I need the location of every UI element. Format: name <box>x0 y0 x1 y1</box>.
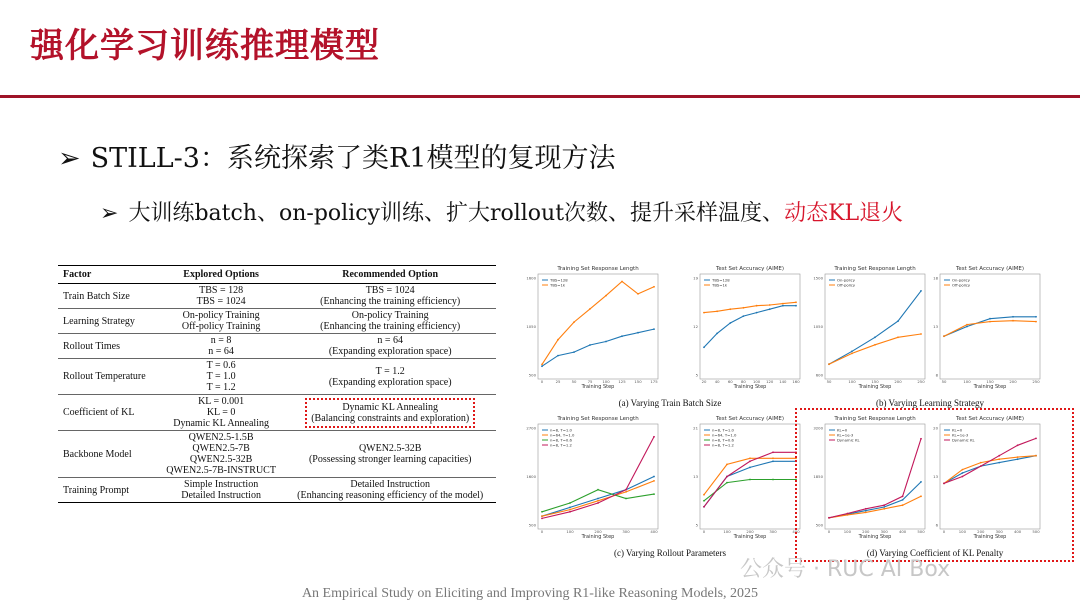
y-tick-label: 1050 <box>813 324 823 329</box>
options-cell <box>158 359 285 395</box>
factor-table <box>58 265 496 503</box>
plot-frame <box>940 274 1040 379</box>
options-cell <box>158 478 285 503</box>
plot-xlabel: Training Step <box>581 534 615 540</box>
recommendation-line: (Possessing stronger learning capacities) <box>308 454 472 465</box>
plot-title: Test Set Accuracy (AIME) <box>955 416 1025 422</box>
data-point <box>541 518 543 520</box>
data-point <box>795 305 797 307</box>
legend-label: Off-policy <box>837 282 856 288</box>
recommendation-line: Dynamic KL Annealing <box>342 401 439 413</box>
options-cell <box>158 431 285 478</box>
caption-d: (d) Varying Coefficient of KL Penalty <box>866 548 1004 558</box>
data-point <box>653 476 655 478</box>
data-point <box>621 281 623 283</box>
data-point <box>621 335 623 337</box>
data-point <box>772 460 774 462</box>
x-tick-label: 25 <box>555 379 561 384</box>
x-tick-label: 60 <box>727 379 733 384</box>
factor-cell: Coefficient of KL <box>58 395 158 431</box>
data-point <box>569 507 571 509</box>
data-point <box>541 365 543 367</box>
legend-label: TBS=128 <box>550 277 568 283</box>
option-line: QWEN2.5-1.5B <box>188 432 254 443</box>
data-point <box>573 351 575 353</box>
legend-label: KL=0 <box>837 427 848 433</box>
recommended-cell <box>284 309 496 334</box>
data-point <box>541 515 543 517</box>
recommendation-line: (Expanding exploration space) <box>328 346 452 357</box>
data-point <box>769 304 771 306</box>
y-tick-label: 20 <box>933 425 938 431</box>
option-line: TBS = 128 <box>199 285 244 296</box>
x-tick-label: 100 <box>752 379 761 384</box>
x-tick-label: 100 <box>843 529 852 534</box>
data-point <box>726 482 728 484</box>
data-point <box>782 303 784 305</box>
data-point <box>943 335 945 337</box>
option-line: QWEN2.5-7B-INSTRUCT <box>166 465 276 476</box>
data-point <box>920 290 922 292</box>
series-line <box>704 480 796 501</box>
data-point <box>989 321 991 323</box>
data-point <box>920 333 922 335</box>
plot-xlabel: Training Step <box>858 384 892 390</box>
data-point <box>874 344 876 346</box>
data-point <box>729 322 731 324</box>
y-tick-label: 1600 <box>526 474 536 479</box>
plot-xlabel: Training Step <box>858 534 892 540</box>
plot-xlabel: Training Step <box>733 384 767 390</box>
legend-label: n=8, T=1.0 <box>550 427 572 433</box>
data-point <box>625 489 627 491</box>
data-point <box>749 479 751 481</box>
series-line <box>944 321 1036 337</box>
data-point <box>1012 320 1014 322</box>
legend-label: n=8, T=1.2 <box>712 442 734 448</box>
recommendation <box>286 443 494 465</box>
plot-xlabel: Training Step <box>581 384 615 390</box>
data-point <box>557 339 559 341</box>
series-line <box>542 329 654 366</box>
data-point <box>637 332 639 334</box>
recommendation-line: (Enhancing the training efficiency) <box>320 296 461 307</box>
data-point <box>625 498 627 500</box>
data-point <box>541 511 543 513</box>
recommendation <box>286 285 494 307</box>
recommendation-line: T = 1.2 <box>375 365 405 377</box>
y-tick-label: 8 <box>935 372 938 378</box>
x-tick-label: 400 <box>898 529 907 534</box>
data-point <box>756 312 758 314</box>
y-tick-label: 13 <box>933 474 938 479</box>
data-point <box>625 491 627 493</box>
legend-label: n=8, T=0.6 <box>712 437 734 443</box>
data-point <box>989 318 991 320</box>
plot-xlabel: Training Step <box>973 384 1007 390</box>
y-tick-label: 500 <box>815 522 823 528</box>
data-point <box>729 308 731 310</box>
y-tick-label: 500 <box>528 522 536 528</box>
table-row <box>58 309 496 334</box>
data-point <box>703 506 705 508</box>
bullet-level2 <box>100 196 903 227</box>
data-point <box>605 341 607 343</box>
x-tick-label: 400 <box>1013 529 1022 534</box>
data-point <box>769 308 771 310</box>
x-tick-label: 300 <box>622 529 630 534</box>
data-point <box>653 436 655 438</box>
data-point <box>749 460 751 462</box>
factor-cell: Rollout Temperature <box>58 359 158 395</box>
option-line: TBS = 1024 <box>196 296 246 307</box>
legend-label: TBS=1k <box>712 282 728 288</box>
recommendation-line: TBS = 1024 <box>365 285 415 296</box>
y-tick-label: 19 <box>693 275 698 281</box>
data-point <box>726 476 728 478</box>
plot-title: Test Set Accuracy (AIME) <box>955 266 1025 272</box>
factor-cell: Learning Strategy <box>58 309 158 334</box>
recommendation-line: (Expanding exploration space) <box>328 376 452 388</box>
x-tick-label: 200 <box>894 379 902 384</box>
plot-title: Training Set Response Length <box>557 416 639 422</box>
table-row <box>58 334 496 359</box>
factor-cell: Training Prompt <box>58 478 158 503</box>
x-tick-label: 50 <box>826 379 832 384</box>
recommended-cell <box>284 395 496 431</box>
slide-title: 强化学习训练推理模型 <box>30 26 380 66</box>
recommendation-line: (Balancing constraints and exploration) <box>311 412 470 424</box>
legend-label: TBS=128 <box>712 277 730 283</box>
data-point <box>605 295 607 297</box>
data-point <box>569 502 571 504</box>
bullet2-text: 大训练batch、on-policy训练、扩大rollout次数、提升采样温度、 <box>128 201 785 226</box>
data-point <box>589 308 591 310</box>
x-tick-label: 0 <box>702 529 706 534</box>
table-row <box>58 478 496 503</box>
data-point <box>851 353 853 355</box>
x-tick-label: 100 <box>723 529 731 534</box>
x-tick-label: 120 <box>766 379 774 384</box>
plot-frame <box>538 274 658 379</box>
y-tick-label: 1600 <box>526 275 536 281</box>
data-point <box>716 310 718 312</box>
legend-label: n=64, T=1.0 <box>712 432 737 438</box>
x-tick-label: 0 <box>540 379 544 384</box>
x-tick-label: 0 <box>540 529 544 534</box>
plot-frame <box>825 274 925 379</box>
data-point <box>743 307 745 309</box>
data-point <box>597 498 599 500</box>
data-point <box>569 511 571 513</box>
table-body <box>58 284 496 503</box>
y-tick-label: 500 <box>528 372 536 378</box>
data-point <box>966 324 968 326</box>
data-point <box>557 355 559 357</box>
legend-label: KL=1e-3 <box>837 432 854 438</box>
data-point <box>749 457 751 459</box>
y-tick-label: 5 <box>695 372 698 378</box>
bullet2-highlight: 动态KL退火 <box>784 201 904 226</box>
recommendation-line: QWEN2.5-32B <box>358 443 422 454</box>
arrow-bullet-icon: ➢ <box>58 143 81 174</box>
data-point <box>569 509 571 511</box>
x-tick-label: 500 <box>1032 529 1040 534</box>
y-tick-label: 6 <box>935 522 938 528</box>
legend-label: n=8, T=1.2 <box>550 442 572 448</box>
recommended-cell <box>284 478 496 503</box>
y-tick-label: 18 <box>933 275 938 281</box>
recommendation-line: n = 64 <box>377 335 404 346</box>
option-line: On-policy Training <box>182 310 260 321</box>
x-tick-label: 150 <box>634 379 642 384</box>
recommendation-line: Detailed Instruction <box>350 479 431 490</box>
legend-label: On-policy <box>837 277 855 283</box>
title-divider <box>0 95 1080 98</box>
series-line <box>829 291 921 364</box>
recommendation <box>286 479 494 501</box>
x-tick-label: 200 <box>1009 379 1017 384</box>
plot-title: Training Set Response Length <box>834 266 916 272</box>
data-point <box>703 500 705 502</box>
data-point <box>653 480 655 482</box>
data-point <box>726 464 728 466</box>
option-line: n = 8 <box>210 335 232 346</box>
option-line: QWEN2.5-32B <box>189 454 253 465</box>
plot-xlabel: Training Step <box>733 534 767 540</box>
x-tick-label: 140 <box>779 379 787 384</box>
x-tick-label: 400 <box>650 529 658 534</box>
data-point <box>828 363 830 365</box>
series-line <box>704 306 796 348</box>
x-tick-label: 200 <box>746 529 754 534</box>
x-tick-label: 300 <box>769 529 777 534</box>
x-tick-label: 150 <box>871 379 879 384</box>
caption-c: (c) Varying Rollout Parameters <box>613 548 727 558</box>
factor-cell: Train Batch Size <box>58 284 158 309</box>
x-tick-label: 160 <box>792 379 800 384</box>
option-line: T = 0.6 <box>206 360 236 371</box>
y-tick-label: 13 <box>933 324 938 329</box>
recommended-cell <box>284 359 496 395</box>
x-tick-label: 0 <box>942 529 946 534</box>
data-point <box>966 326 968 328</box>
option-line: Simple Instruction <box>184 479 259 490</box>
x-tick-label: 20 <box>701 379 707 384</box>
data-point <box>795 301 797 303</box>
y-tick-label: 13 <box>693 474 698 479</box>
data-point <box>573 321 575 323</box>
legend-label: Dynamic KL <box>837 437 860 443</box>
highlighted-recommendation <box>305 398 475 428</box>
legend-label: TBS=1k <box>550 282 566 288</box>
data-point <box>597 502 599 504</box>
x-tick-label: 400 <box>792 529 800 534</box>
watermark: 公众号 · RUC AI Box <box>740 557 951 582</box>
y-tick-label: 1050 <box>526 324 536 329</box>
x-tick-label: 50 <box>941 379 947 384</box>
x-tick-label: 150 <box>986 379 994 384</box>
data-point <box>597 500 599 502</box>
x-tick-label: 80 <box>741 379 746 384</box>
data-point <box>716 333 718 335</box>
y-tick-label: 600 <box>815 372 823 378</box>
option-line: T = 1.2 <box>206 382 236 393</box>
bullet-level1 <box>58 136 615 175</box>
x-tick-label: 250 <box>1032 379 1040 384</box>
table-row <box>58 284 496 309</box>
x-tick-label: 100 <box>566 529 574 534</box>
y-tick-label: 3200 <box>813 425 823 431</box>
data-point <box>782 305 784 307</box>
citation-footer: An Empirical Study on Eliciting and Improving R1-like Reasoning Models, 2025 <box>301 586 759 601</box>
data-point <box>851 350 853 352</box>
data-point <box>637 293 639 295</box>
recommendation <box>286 310 494 332</box>
x-tick-label: 300 <box>995 529 1003 534</box>
y-tick-label: 1500 <box>813 275 823 281</box>
x-tick-label: 175 <box>650 379 658 384</box>
data-point <box>756 305 758 307</box>
x-tick-label: 100 <box>958 529 967 534</box>
caption-b: (b) Varying Learning Strategy <box>875 398 985 408</box>
data-point <box>597 489 599 491</box>
data-point <box>653 493 655 495</box>
options-cell <box>158 309 285 334</box>
highlight-box <box>795 408 1074 562</box>
data-point <box>772 479 774 481</box>
data-point <box>897 320 899 322</box>
series-line <box>829 334 921 364</box>
legend-label: KL=1e-3 <box>952 432 969 438</box>
x-tick-label: 75 <box>587 379 593 384</box>
y-tick-label: 5 <box>695 522 698 528</box>
table-row <box>58 431 496 478</box>
factor-cell: Backbone Model <box>58 431 158 478</box>
bullet1-text: STILL-3：系统探索了类R1模型的复现方法 <box>90 143 616 174</box>
recommendation-line: On-policy Training <box>351 310 429 321</box>
x-tick-label: 250 <box>917 379 925 384</box>
table-row <box>58 359 496 395</box>
legend-label: Off-policy <box>952 282 971 288</box>
data-point <box>541 364 543 366</box>
data-point <box>1035 321 1037 323</box>
table-row <box>58 395 496 431</box>
header-factor: Factor <box>58 266 158 284</box>
data-point <box>703 494 705 496</box>
x-tick-label: 200 <box>977 529 985 534</box>
recommended-cell <box>284 334 496 359</box>
plot-title: Test Set Accuracy (AIME) <box>715 266 785 272</box>
x-tick-label: 0 <box>827 529 831 534</box>
options-cell <box>158 395 285 431</box>
recommendation <box>286 366 494 388</box>
data-point <box>772 457 774 459</box>
recommended-cell <box>284 284 496 309</box>
legend-label: KL=0 <box>952 427 963 433</box>
series-line <box>944 317 1036 336</box>
x-tick-label: 100 <box>848 379 856 384</box>
data-point <box>1035 316 1037 318</box>
option-line: QWEN2.5-7B <box>192 443 250 454</box>
legend-label: n=8, T=1.0 <box>712 427 734 433</box>
y-tick-label: 12 <box>693 324 698 329</box>
recommendation-line: (Enhancing the training efficiency) <box>320 321 461 332</box>
data-point <box>874 336 876 338</box>
data-point <box>589 344 591 346</box>
option-line: T = 1.0 <box>206 371 236 382</box>
data-point <box>897 336 899 338</box>
recommendation-line: (Enhancing reasoning efficiency of the model) <box>297 490 484 501</box>
options-cell <box>158 334 285 359</box>
data-point <box>653 286 655 288</box>
legend-label: n=64, T=1.0 <box>550 432 575 438</box>
options-cell <box>158 284 285 309</box>
option-line: n = 64 <box>208 346 234 357</box>
x-tick-label: 100 <box>602 379 610 384</box>
caption-a: (a) Varying Train Batch Size <box>618 398 722 408</box>
data-point <box>743 315 745 317</box>
data-point <box>749 467 751 469</box>
x-tick-label: 40 <box>714 379 720 384</box>
option-line: KL = 0 <box>206 407 236 418</box>
header-recommended: Recommended Option <box>284 266 496 284</box>
recommendation <box>286 335 494 357</box>
option-line: Off-policy Training <box>181 321 261 332</box>
plot-title: Training Set Response Length <box>834 416 916 422</box>
plot-title: Training Set Response Length <box>557 266 639 272</box>
x-tick-label: 50 <box>571 379 577 384</box>
recommended-cell <box>284 431 496 478</box>
data-point <box>1012 316 1014 318</box>
y-tick-label: 1850 <box>813 474 823 479</box>
x-tick-label: 200 <box>594 529 602 534</box>
plot-title: Test Set Accuracy (AIME) <box>715 416 785 422</box>
legend-label: On-policy <box>952 277 970 283</box>
x-tick-label: 200 <box>862 529 870 534</box>
table-header-row <box>58 266 496 284</box>
x-tick-label: 100 <box>963 379 971 384</box>
x-tick-label: 125 <box>618 379 626 384</box>
y-tick-label: 21 <box>693 425 698 431</box>
data-point <box>772 451 774 453</box>
legend-label: n=8, T=0.6 <box>550 437 572 443</box>
plot-xlabel: Training Step <box>973 534 1007 540</box>
y-tick-label: 2700 <box>526 425 536 431</box>
header-explored: Explored Options <box>158 266 285 284</box>
option-line: Detailed Instruction <box>181 490 261 501</box>
legend-label: Dynamic KL <box>952 437 975 443</box>
data-point <box>703 312 705 314</box>
x-tick-label: 300 <box>880 529 888 534</box>
option-line: KL = 0.001 <box>198 396 245 407</box>
x-tick-label: 500 <box>917 529 925 534</box>
option-line: Dynamic KL Annealing <box>173 418 269 429</box>
data-point <box>653 328 655 330</box>
factor-cell: Rollout Times <box>58 334 158 359</box>
arrow-bullet-icon: ➢ <box>100 201 119 226</box>
data-point <box>703 346 705 348</box>
plot-frame <box>700 274 800 379</box>
